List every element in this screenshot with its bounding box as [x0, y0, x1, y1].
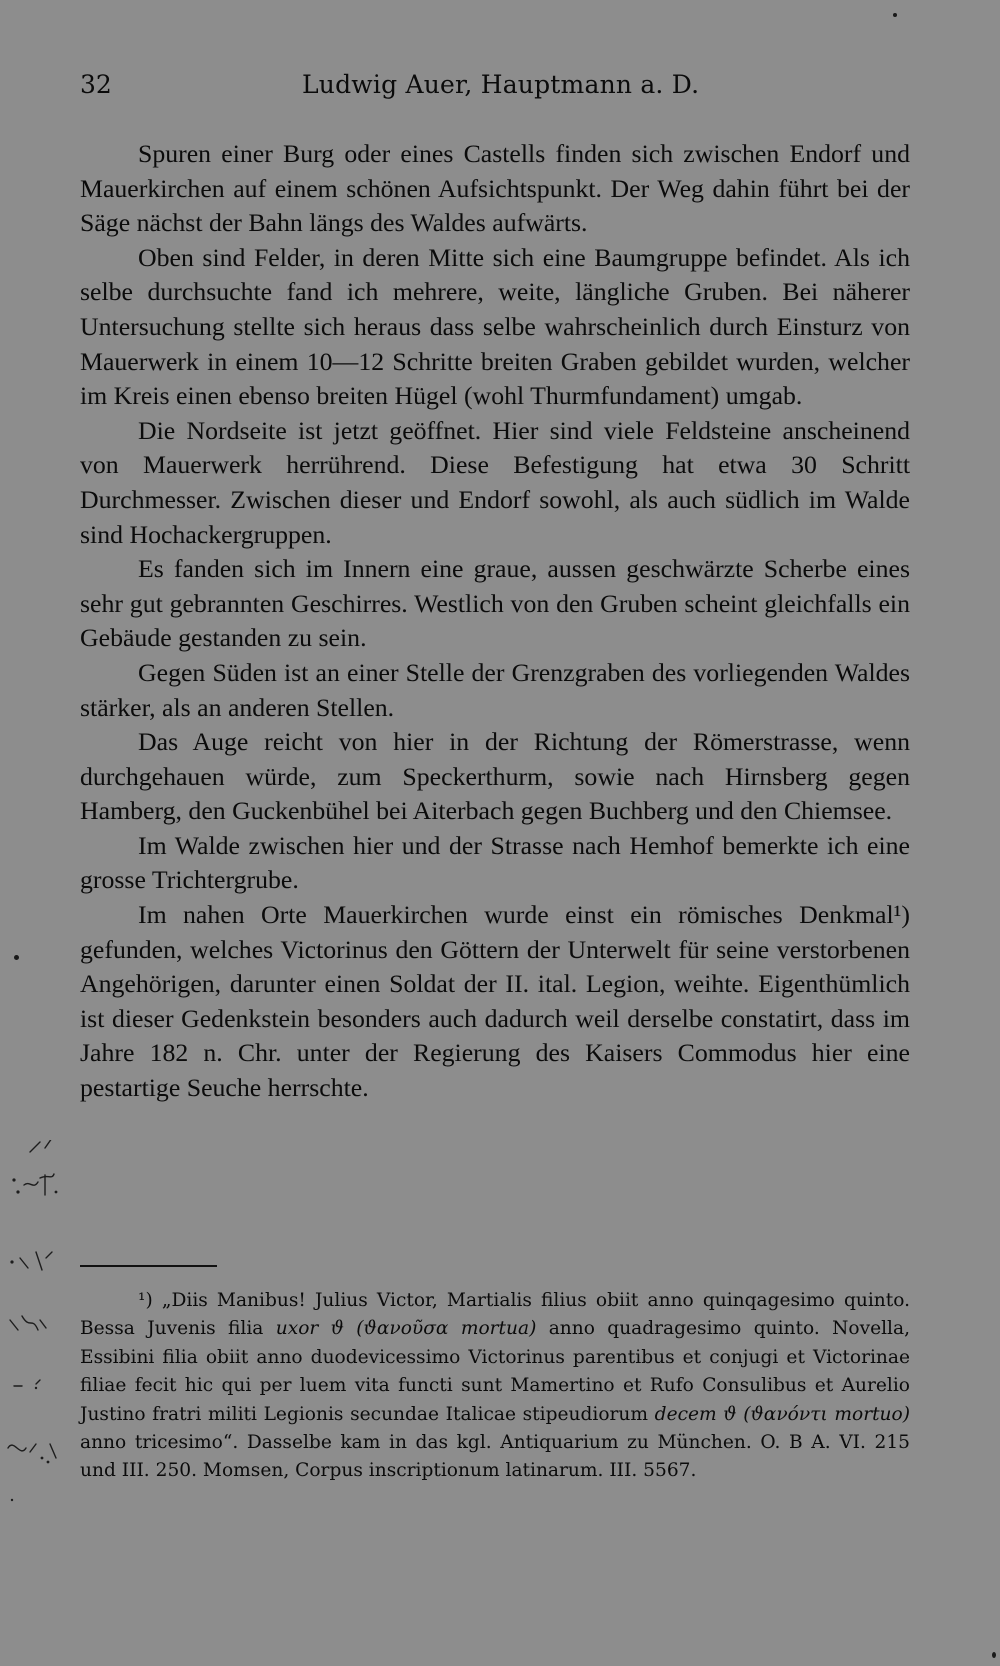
footnote-italic-part: uxor ϑ (ϑανοῦσα mortua) [275, 1318, 537, 1340]
footnote [80, 1287, 910, 1486]
ink-dot [14, 955, 19, 960]
running-head: Ludwig Auer, Hauptmann a. D. [302, 70, 700, 99]
footnote-italic-part: decem ϑ (ϑανόντι mortuo) [654, 1403, 910, 1425]
page-header [80, 70, 910, 110]
footnote-text-part: anno tricesimo“. Dasselbe kam in das kgl. Antiquarium zu München. O. B A. VI. 215 und III. 250. Momsen, Corpus inscriptionum latinarum. III. 5567. [80, 1432, 910, 1482]
page-number: 32 [80, 70, 112, 99]
paragraph: Die Nordseite ist jetzt geöffnet. Hier sind viele Feldsteine anscheinend von Mauerwerk herrührend. Diese Befestigung hat etwa 30 Schritt Durchmesser. Zwischen dieser und Endorf sowohl, als auch südlich im Walde sind Hochackergruppen. [80, 415, 910, 549]
paragraph: Gegen Süden ist an einer Stelle der Grenzgraben des vorliegenden Waldes stärker, als an anderen Stellen. [80, 657, 910, 722]
main-text [80, 137, 910, 1106]
footnote-text-part: „Diis Manibus! Julius Victor, Martialis filius obiit anno quinqagesimo quinto. Bessa Juvenis filia [80, 1290, 910, 1340]
ink-dot [992, 1652, 996, 1658]
paragraph: Das Auge reicht von hier in der Richtung der Römerstrasse, wenn durchgehauen würde, zum Speckerthurm, sowie nach Hirnsberg gegen Hamberg, den Guckenbühel bei Aiterbach gegen Buchberg und den Chiemsee. [80, 727, 910, 826]
paragraph: Im nahen Orte Mauerkirchen wurde einst ein römisches Denkmal¹) gefunden, welches Victorinus den Göttern der Unterwelt für seine verstorbenen Angehörigen, darunter einen Soldat der II. ital. Legion, weihte. Eigenthümlich ist dieser Gedenkstein besonders auch dadurch weil derselbe constatirt, dass im Jahre 182 n. Chr. unter der Regierung des Kaisers Commodus hier eine pestartige Seuche herrschte. [80, 900, 910, 1103]
footnote-divider [80, 1265, 217, 1267]
margin-ink-marks [0, 1140, 75, 1520]
paragraph: Es fanden sich im Innern eine graue, aussen geschwärzte Scherbe eines sehr gut gebrannten Geschirres. Westlich von den Gruben scheint gleichfalls ein Gebäude gestanden zu sein. [80, 554, 910, 653]
ink-dot [893, 13, 897, 17]
footnote-text [80, 1290, 910, 1481]
margin-scribbles [0, 1140, 75, 1520]
footnote-marker: ¹) [138, 1290, 153, 1311]
paragraph: Oben sind Felder, in deren Mitte sich eine Baumgruppe befindet. Als ich selbe durchsuchte fand ich mehrere, weite, längliche Gruben. Bei näherer Untersuchung stellte sich heraus dass selbe wahrscheinlich durch Einsturz von Mauerwerk in einem 10—12 Schritte breiten Graben gebildet wurden, welcher im Kreis einen ebenso breiten Hügel (wohl Thurmfundament) umgab. [80, 242, 910, 411]
paragraph: Spuren einer Burg oder eines Castells finden sich zwischen Endorf und Mauerkirchen auf einem schönen Aufsichtspunkt. Der Weg dahin führt bei der Säge nächst der Bahn längs des Waldes aufwärts. [80, 139, 910, 238]
paragraph: Im Walde zwischen hier und der Strasse nach Hemhof bemerkte ich eine grosse Trichtergrube. [80, 830, 910, 895]
footnote-text-part: anno quadragesimo quinto. Novella, Essibini filia obiit anno duodevicessimo Victorinus parentibus et conjugi et Victorinae filiae fecit hic qui per luem vita functi sunt Mamertino et Rufo Consulibus et Aurelio Justino fratri militi Legionis secundae Italicae stipeudiorum [80, 1318, 910, 1425]
